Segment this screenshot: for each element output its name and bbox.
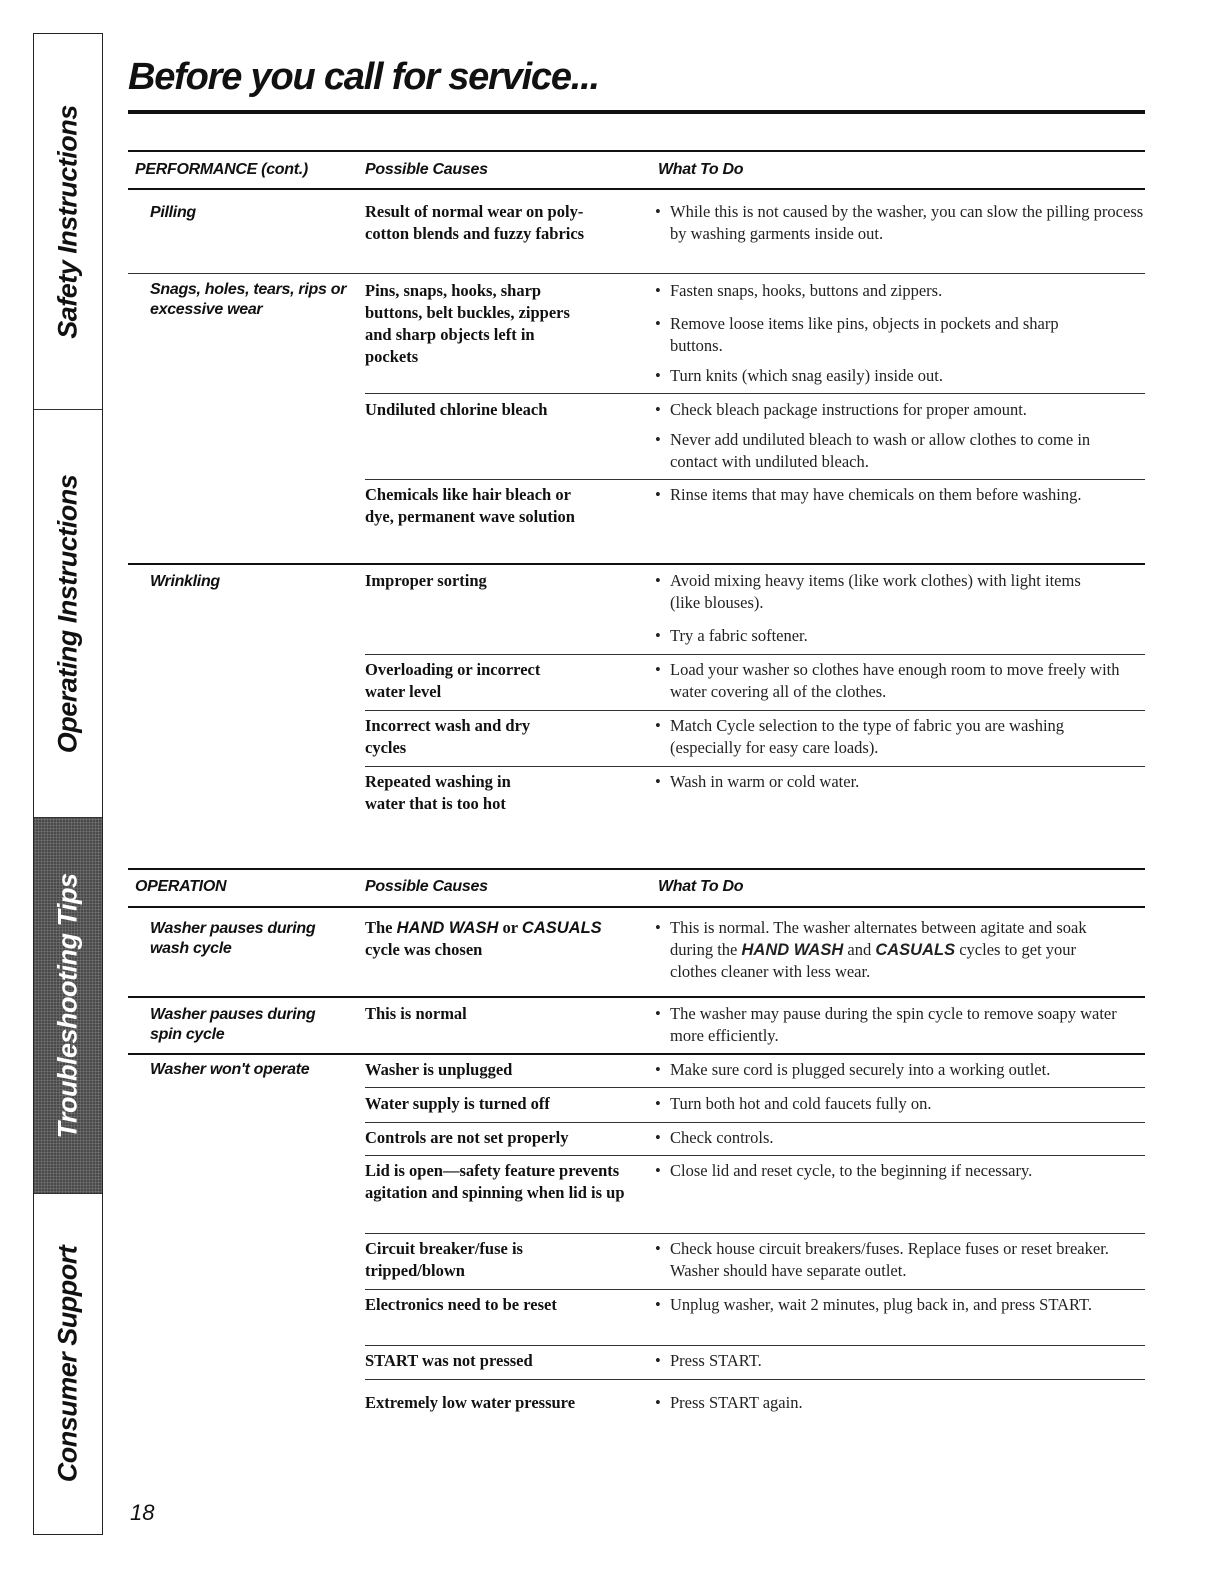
tab-consumer-support[interactable] (34, 1194, 102, 1534)
todo-warm-water: • Wash in warm or cold water. (655, 771, 1145, 793)
cause-unplugged: Washer is unplugged (365, 1060, 513, 1079)
divider-wont-3 (365, 1155, 1145, 1156)
tab-operating-instructions-label: Operating Instructions (52, 474, 83, 753)
todo-load-washer: • Load your washer so clothes have enough room to move freely with water covering all of the clothes. (655, 659, 1145, 703)
operation-header-problem: OPERATION (135, 878, 227, 895)
cause-water-supply-off: Water supply is turned off (365, 1094, 550, 1113)
todo-never-add-bleach: • Never add undiluted bleach to wash or allow clothes to come in contact with undiluted bleach. (655, 429, 1125, 473)
cause-low-water-pressure: Extremely low water pressure (365, 1393, 576, 1412)
cause-text-mid: or (498, 918, 522, 937)
todo-normal-alternates (655, 917, 1125, 983)
todo-fabric-softener: • Try a fabric softener. (655, 625, 1145, 647)
todo-rinse-items: • Rinse items that may have chemicals on them before washing. (655, 484, 1120, 506)
todo-close-lid: • Close lid and reset cycle, to the beginning if necessary. (655, 1160, 1145, 1182)
cause-handwash-label: HAND WASH (396, 919, 499, 937)
operation-header-rule (128, 906, 1145, 908)
tab-operating-instructions[interactable] (34, 410, 102, 818)
tab-safety-instructions[interactable] (34, 34, 102, 410)
performance-header-todo: What To Do (658, 161, 744, 178)
divider-wrinkling-3 (365, 766, 1145, 767)
todo-casuals-label: CASUALS (875, 941, 956, 959)
operation-header-todo: What To Do (658, 878, 744, 895)
todo-match-cycle: • Match Cycle selection to the type of fabric you are washing (especially for easy care loads). (655, 715, 1110, 759)
divider-wont-5 (365, 1289, 1145, 1290)
problem-pilling: Pilling (150, 204, 196, 221)
cause-handwash-casuals (365, 917, 625, 961)
page-number: 18 (130, 1500, 155, 1525)
problem-wrinkling: Wrinkling (150, 573, 220, 590)
cause-repeated-washing: Repeated washing in water that is too hot (365, 772, 511, 813)
divider-wrinkling-1 (365, 654, 1145, 655)
divider-wrinkling-2 (365, 710, 1145, 711)
cause-chemicals: Chemicals like hair bleach or dye, permanent wave solution (365, 485, 575, 526)
divider-snags-1 (365, 393, 1145, 394)
divider-wont-7 (365, 1379, 1145, 1380)
page-title: Before you call for service... (128, 56, 599, 98)
problem-wont-operate: Washer won't operate (150, 1061, 310, 1078)
todo-remove-loose-items: • Remove loose items like pins, objects in pockets and sharp buttons. (655, 313, 1095, 357)
cause-electronics-reset: Electronics need to be reset (365, 1295, 557, 1314)
problem-pauses-spin: Washer pauses during spin cycle (150, 1006, 316, 1043)
todo-text-pre: This is normal. The washer alternates between agitate and soak during the (670, 918, 1087, 959)
todo-pilling: • While this is not caused by the washer, you can slow the pilling process by washing garments inside out. (655, 201, 1145, 245)
divider-wont-6 (365, 1345, 1145, 1346)
performance-header-problem: PERFORMANCE (cont.) (135, 161, 308, 178)
cause-incorrect-cycles: Incorrect wash and dry cycles (365, 716, 531, 757)
problem-pauses-wash: Washer pauses during wash cycle (150, 920, 316, 957)
divider-pauses-wash (128, 996, 1145, 998)
tab-troubleshooting-tips[interactable] (34, 818, 102, 1194)
todo-turn-faucets: • Turn both hot and cold faucets fully on. (655, 1093, 1145, 1115)
todo-text-post: cycles to get your clothes cleaner with less wear. (670, 940, 1077, 981)
todo-press-start: • Press START. (655, 1350, 1145, 1372)
divider-snags-2 (365, 479, 1145, 480)
cause-undiluted-bleach: Undiluted chlorine bleach (365, 400, 548, 419)
cause-casuals-label: CASUALS (521, 919, 602, 937)
todo-avoid-mixing: • Avoid mixing heavy items (like work clothes) with light items (like blouses). (655, 570, 1105, 614)
todo-text-mid: and (843, 940, 876, 959)
todo-handwash-label: HAND WASH (741, 941, 844, 959)
cause-this-is-normal: This is normal (365, 1004, 467, 1023)
tab-safety-instructions-label: Safety Instructions (52, 104, 83, 339)
divider-wont-1 (365, 1087, 1145, 1088)
problem-snags: Snags, holes, tears, rips or excessive wear (150, 281, 347, 318)
cause-overloading: Overloading or incorrect water level (365, 660, 541, 701)
tab-consumer-support-label: Consumer Support (52, 1245, 83, 1483)
performance-top-rule (128, 150, 1145, 152)
title-rule (128, 110, 1145, 114)
todo-fasten-snaps: • Fasten snaps, hooks, buttons and zippers. (655, 280, 1145, 302)
performance-header-causes: Possible Causes (365, 161, 488, 178)
side-tab-strip (33, 33, 103, 1535)
divider-pilling (128, 273, 1145, 274)
todo-spin-pause: • The washer may pause during the spin cycle to remove soapy water more efficiently. (655, 1003, 1130, 1047)
divider-wont-2 (365, 1122, 1145, 1123)
divider-pauses-spin (128, 1053, 1145, 1055)
cause-circuit-breaker: Circuit breaker/fuse is tripped/blown (365, 1239, 523, 1280)
performance-header-rule (128, 188, 1145, 190)
cause-improper-sorting: Improper sorting (365, 571, 487, 590)
todo-check-bleach: • Check bleach package instructions for proper amount. (655, 399, 1145, 421)
operation-top-rule (128, 868, 1145, 870)
cause-pilling: Result of normal wear on poly-cotton blends and fuzzy fabrics (365, 202, 585, 243)
todo-press-start-again: • Press START again. (655, 1392, 1145, 1414)
cause-sharp-objects: Pins, snaps, hooks, sharp buttons, belt buckles, zippers and sharp objects left in pockets (365, 281, 570, 366)
todo-check-controls: • Check controls. (655, 1127, 1145, 1149)
divider-wrinkling-top (128, 563, 1145, 565)
tab-troubleshooting-tips-label: Troubleshooting Tips (52, 873, 83, 1138)
todo-turn-knits: • Turn knits (which snag easily) inside out. (655, 365, 1145, 387)
todo-check-breakers: • Check house circuit breakers/fuses. Replace fuses or reset breaker. Washer should have separate outlet. (655, 1238, 1115, 1282)
cause-text-post: cycle was chosen (365, 940, 483, 959)
todo-unplug-washer: • Unplug washer, wait 2 minutes, plug back in, and press START. (655, 1294, 1130, 1316)
operation-header-causes: Possible Causes (365, 878, 488, 895)
todo-plug-cord: • Make sure cord is plugged securely into a working outlet. (655, 1059, 1145, 1081)
cause-text-pre: The (365, 918, 397, 937)
cause-controls-not-set: Controls are not set properly (365, 1128, 569, 1147)
divider-wont-4 (365, 1233, 1145, 1234)
cause-lid-open: Lid is open—safety feature prevents agitation and spinning when lid is up (365, 1161, 625, 1202)
cause-start-not-pressed: START was not pressed (365, 1351, 533, 1370)
